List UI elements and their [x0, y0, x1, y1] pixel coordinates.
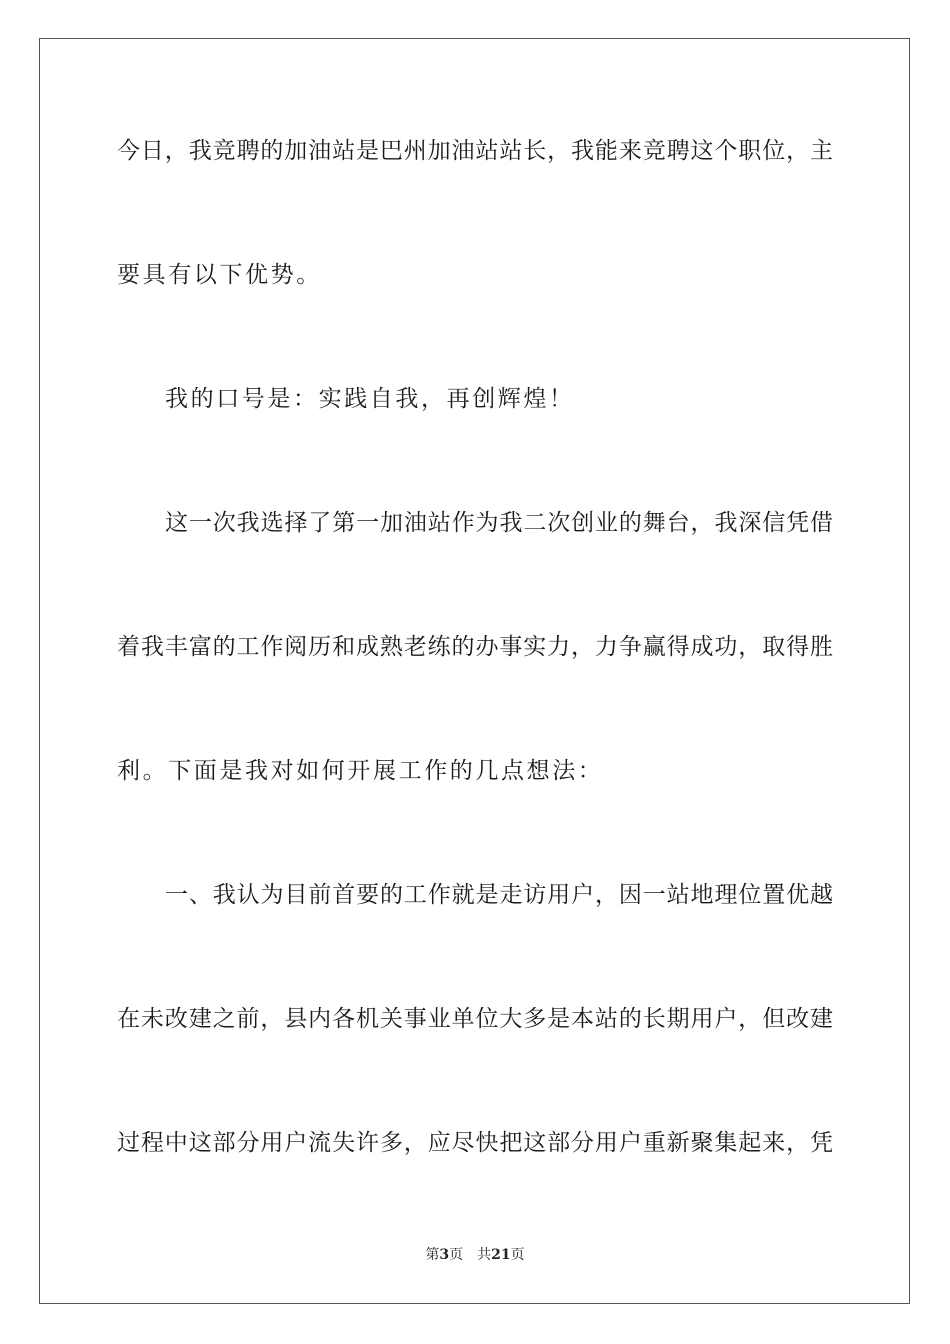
total-suffix: 页 — [510, 1247, 525, 1263]
body-line-8: 在未改建之前，县内各机关事业单位大多是本站的长期用户，但改建 — [117, 1006, 833, 1032]
total-pages: 21 — [491, 1247, 511, 1263]
body-line-1: 今日，我竞聘的加油站是巴州加油站站长，我能来竞聘这个职位，主 — [117, 138, 833, 164]
body-line-2: 要具有以下优势。 — [117, 262, 322, 288]
body-line-5: 着我丰富的工作阅历和成熟老练的办事实力，力争赢得成功，取得胜 — [117, 634, 833, 660]
body-line-3: 我的口号是：实践自我，再创辉煌！ — [165, 386, 575, 412]
body-line-9: 过程中这部分用户流失许多，应尽快把这部分用户重新聚集起来，凭 — [117, 1130, 833, 1156]
page-number: 3 — [439, 1247, 450, 1263]
body-line-4: 这一次我选择了第一加油站作为我二次创业的舞台，我深信凭借 — [165, 510, 833, 536]
page-footer — [0, 1246, 950, 1264]
page-border — [39, 38, 910, 1304]
page-suffix: 页 — [449, 1247, 464, 1263]
page-prefix: 第 — [425, 1247, 440, 1263]
body-line-6: 利。下面是我对如何开展工作的几点想法： — [117, 758, 604, 784]
body-line-7: 一、我认为目前首要的工作就是走访用户，因一站地理位置优越 — [165, 882, 833, 908]
total-prefix: 共 — [477, 1247, 492, 1263]
